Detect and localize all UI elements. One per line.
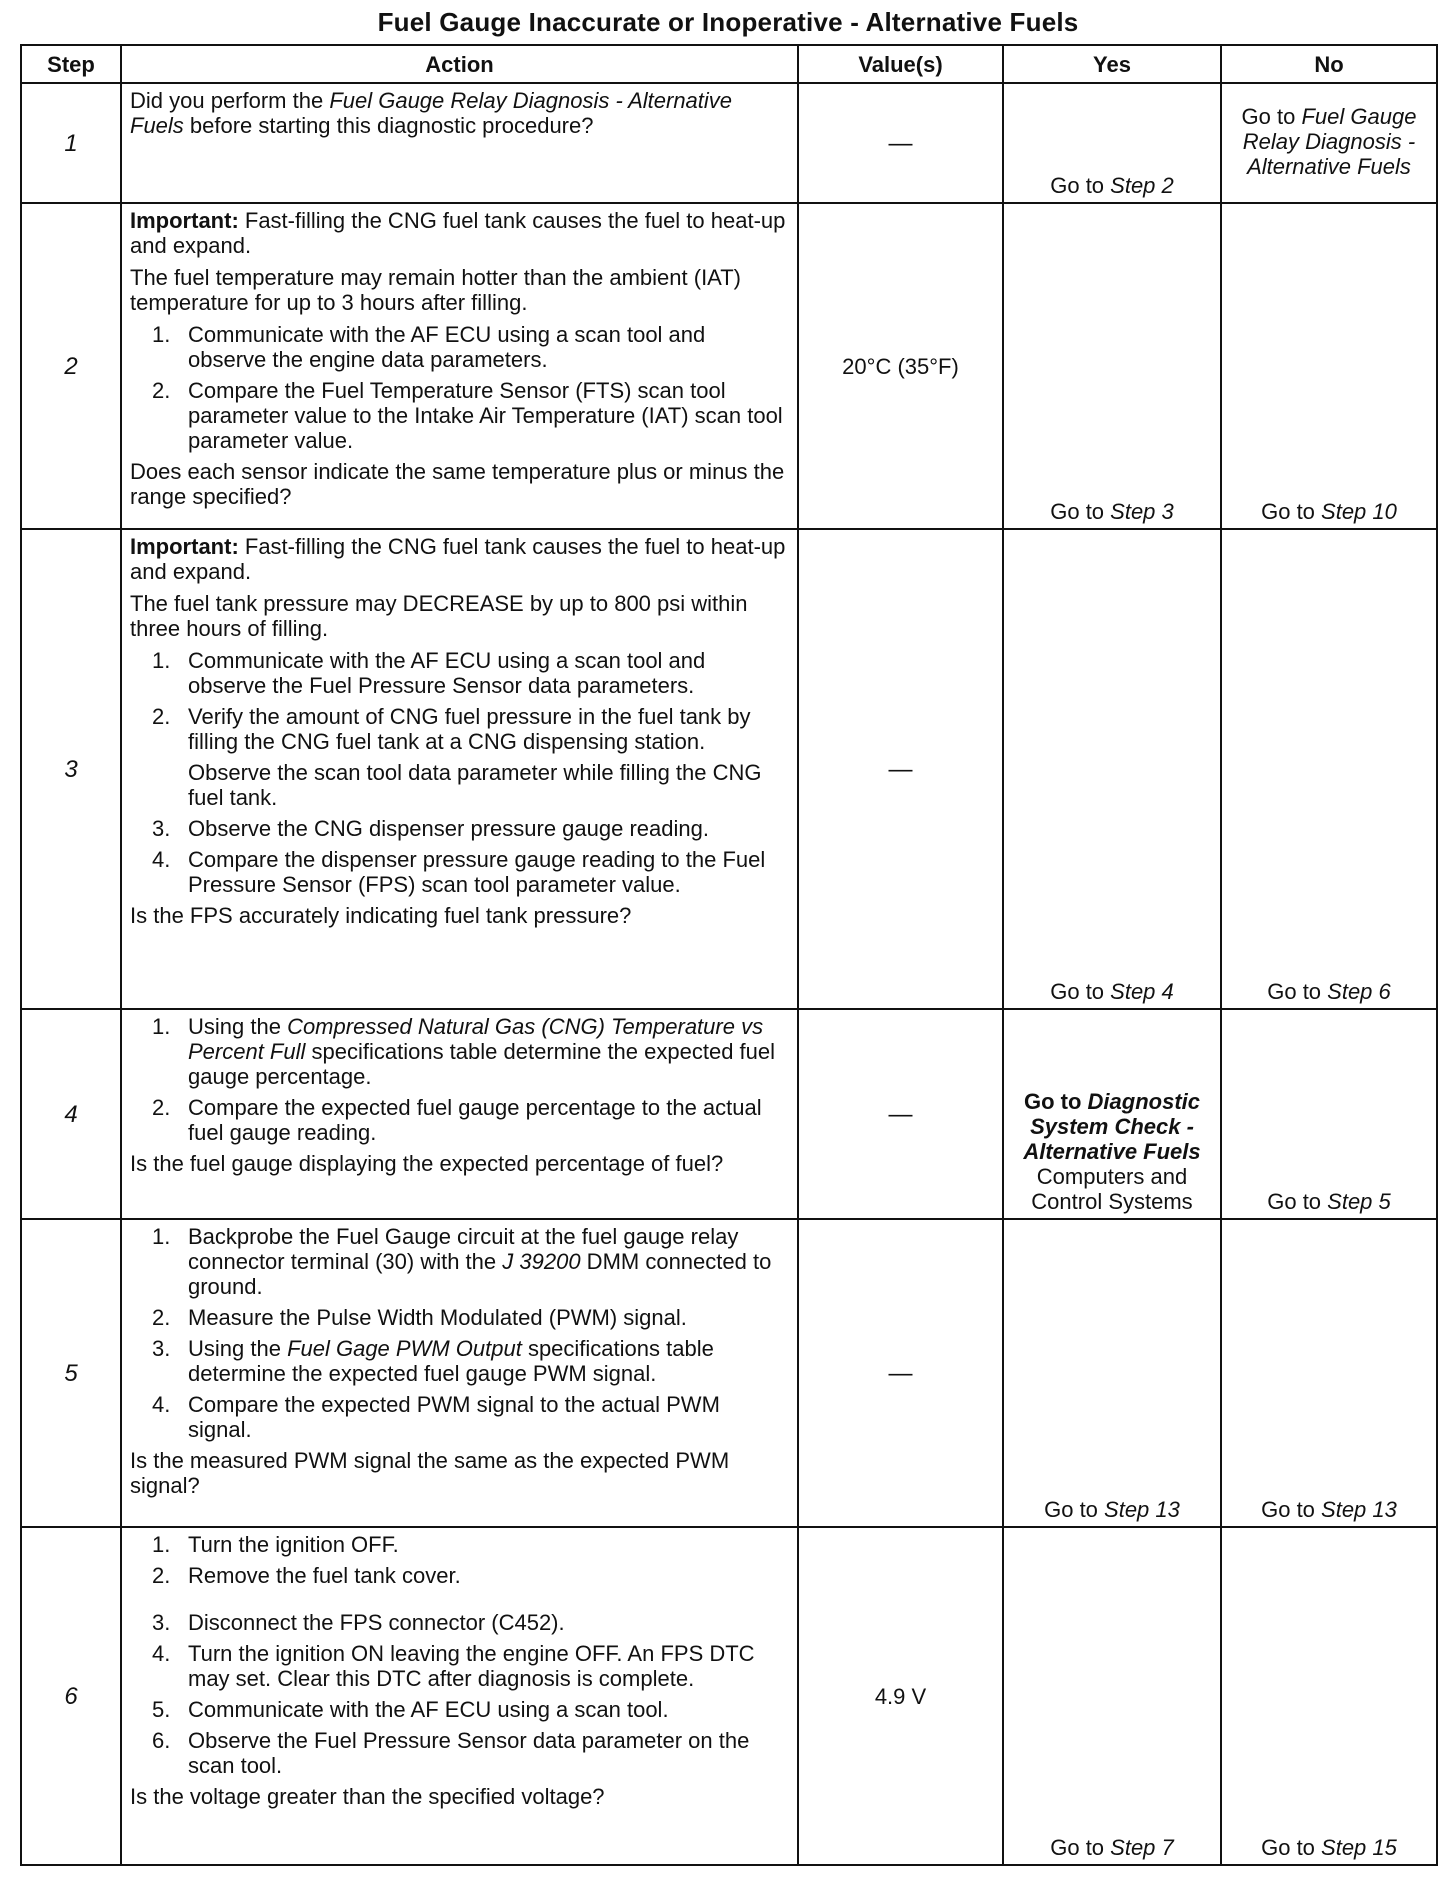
item-number: 2. bbox=[152, 704, 171, 729]
section-reference: Computers and Control Systems bbox=[1031, 1164, 1193, 1214]
item-number: 3. bbox=[152, 816, 171, 841]
text-run: Go to bbox=[1267, 1189, 1328, 1214]
text-run: Go to bbox=[1050, 173, 1111, 198]
question-text: Is the measured PWM signal the same as the expected PWM signal? bbox=[130, 1448, 730, 1498]
list-item bbox=[130, 816, 789, 841]
instruction-list bbox=[130, 1014, 789, 1145]
item-number: 5. bbox=[152, 1697, 171, 1722]
yes-cell bbox=[1003, 1527, 1221, 1865]
table-header-row bbox=[21, 45, 1437, 83]
step-reference: Step 15 bbox=[1321, 1835, 1397, 1860]
important-label: Important: bbox=[130, 208, 239, 233]
text-run: Go to bbox=[1241, 103, 1302, 129]
no-cell bbox=[1221, 203, 1437, 529]
question-text: Is the FPS accurately indicating fuel tank pressure? bbox=[130, 903, 632, 928]
item-text: Disconnect the FPS connector (C452). bbox=[188, 1610, 565, 1635]
list-item bbox=[130, 704, 789, 754]
table-row bbox=[21, 1009, 1437, 1219]
value-cell bbox=[798, 1009, 1003, 1219]
item-number: 4. bbox=[152, 1641, 171, 1666]
list-item bbox=[130, 378, 789, 453]
table-reference: Fuel Gage PWM Output bbox=[287, 1336, 522, 1361]
item-number: 1. bbox=[152, 1224, 171, 1249]
step-number: 4 bbox=[21, 1009, 121, 1219]
text-run: Using the bbox=[188, 1336, 288, 1361]
table-row bbox=[21, 83, 1437, 203]
step-number: 1 bbox=[21, 83, 121, 203]
item-number: 4. bbox=[152, 847, 171, 872]
procedure-reference: Fuel Gauge Relay Diagnosis - Alternative Fuels bbox=[1242, 103, 1417, 179]
list-item bbox=[130, 1224, 789, 1299]
value-cell: 4.9 V bbox=[798, 1527, 1003, 1865]
list-item bbox=[130, 1305, 789, 1330]
text-run: Go to bbox=[1261, 499, 1322, 524]
list-item bbox=[130, 1641, 789, 1691]
instruction-list bbox=[130, 1532, 789, 1778]
text-run: Go to bbox=[1261, 1835, 1322, 1860]
yes-link bbox=[1023, 1089, 1200, 1164]
list-item bbox=[130, 1336, 789, 1386]
list-item bbox=[130, 1728, 789, 1778]
item-number: 2. bbox=[152, 1305, 171, 1330]
important-note bbox=[130, 208, 789, 258]
table-row bbox=[21, 1527, 1437, 1865]
value-cell bbox=[798, 1219, 1003, 1527]
action-cell bbox=[121, 1219, 798, 1527]
action-cell bbox=[121, 1009, 798, 1219]
diagnostic-table bbox=[20, 44, 1438, 1866]
header-no: No bbox=[1221, 45, 1437, 83]
list-item bbox=[130, 322, 789, 372]
question-text: Does each sensor indicate the same temperature plus or minus the range specified? bbox=[130, 459, 785, 509]
table-row bbox=[21, 203, 1437, 529]
note-text: The fuel tank pressure may DECREASE by up to 800 psi within three hours of filling. bbox=[130, 591, 748, 641]
item-number: 1. bbox=[152, 322, 171, 347]
value-text: — bbox=[888, 129, 913, 157]
list-item bbox=[130, 1095, 789, 1145]
action-cell bbox=[121, 529, 798, 1009]
yes-cell bbox=[1003, 1219, 1221, 1527]
no-cell bbox=[1221, 1527, 1437, 1865]
text-run: Fast-filling the CNG fuel tank causes the fuel to heat-up and expand. bbox=[130, 208, 786, 258]
text-run: Did you perform the bbox=[130, 88, 330, 113]
item-text: Measure the Pulse Width Modulated (PWM) signal. bbox=[188, 1305, 687, 1330]
item-number: 1. bbox=[152, 648, 171, 673]
list-item bbox=[130, 648, 789, 698]
step-number: 3 bbox=[21, 529, 121, 1009]
header-action: Action bbox=[121, 45, 798, 83]
step-number: 2 bbox=[21, 203, 121, 529]
header-yes: Yes bbox=[1003, 45, 1221, 83]
item-number: 6. bbox=[152, 1728, 171, 1753]
item-text: Turn the ignition ON leaving the engine OFF. An FPS DTC may set. Clear this DTC after diagnosis is complete. bbox=[188, 1641, 755, 1691]
step-reference: Step 6 bbox=[1327, 979, 1391, 1004]
action-cell bbox=[121, 203, 798, 529]
step-reference: Step 13 bbox=[1321, 1497, 1397, 1522]
text-run: Go to bbox=[1050, 1835, 1111, 1860]
text-run: Using the bbox=[188, 1014, 288, 1039]
yes-cell bbox=[1003, 1009, 1221, 1219]
text-run: Fast-filling the CNG fuel tank causes the fuel to heat-up and expand. bbox=[130, 534, 786, 584]
step-reference: Step 13 bbox=[1104, 1497, 1180, 1522]
item-number: 1. bbox=[152, 1532, 171, 1557]
table-row bbox=[21, 529, 1437, 1009]
item-text: Verify the amount of CNG fuel pressure in the fuel tank by filling the CNG fuel tank at a CNG dispensing station. bbox=[188, 704, 751, 754]
list-item bbox=[130, 1014, 789, 1089]
step-number: 5 bbox=[21, 1219, 121, 1527]
item-text: Communicate with the AF ECU using a scan tool. bbox=[188, 1697, 669, 1722]
list-item bbox=[130, 1392, 789, 1442]
item-text: Communicate with the AF ECU using a scan tool and observe the Fuel Pressure Sensor data parameters. bbox=[188, 648, 706, 698]
step-reference: Step 5 bbox=[1327, 1189, 1391, 1214]
important-note bbox=[130, 534, 789, 584]
list-item bbox=[130, 1610, 789, 1635]
value-text: — bbox=[888, 755, 913, 783]
yes-cell bbox=[1003, 83, 1221, 203]
procedure-reference: Diagnostic System Check - Alternative Fuels bbox=[1023, 1089, 1201, 1164]
item-number: 3. bbox=[152, 1610, 171, 1635]
value-text: — bbox=[888, 1359, 913, 1387]
step-reference: Step 7 bbox=[1110, 1835, 1174, 1860]
item-text: Compare the expected fuel gauge percentage to the actual fuel gauge reading. bbox=[188, 1095, 762, 1145]
item-text: Observe the CNG dispenser pressure gauge reading. bbox=[188, 816, 709, 841]
text-run: Go to bbox=[1261, 1497, 1322, 1522]
list-item bbox=[130, 1532, 789, 1557]
important-label: Important: bbox=[130, 534, 239, 559]
value-text: — bbox=[888, 1100, 913, 1128]
step-reference: Step 2 bbox=[1110, 173, 1174, 198]
text-run: Go to bbox=[1050, 499, 1111, 524]
text-run: DMM connected to ground. bbox=[188, 1249, 772, 1299]
list-item bbox=[130, 1563, 789, 1588]
value-cell bbox=[798, 529, 1003, 1009]
action-cell bbox=[121, 83, 798, 203]
instruction-list bbox=[130, 1224, 789, 1442]
item-number: 1. bbox=[152, 1014, 171, 1039]
list-item bbox=[130, 847, 789, 897]
action-cell bbox=[121, 1527, 798, 1865]
yes-cell bbox=[1003, 203, 1221, 529]
instruction-list bbox=[130, 648, 789, 754]
item-text: Turn the ignition OFF. bbox=[188, 1532, 399, 1557]
item-text: Communicate with the AF ECU using a scan tool and observe the engine data parameters. bbox=[188, 322, 706, 372]
header-step: Step bbox=[21, 45, 121, 83]
question-text: Is the voltage greater than the specified voltage? bbox=[130, 1784, 605, 1809]
text-run: Backprobe the Fuel Gauge circuit at the fuel gauge relay connector terminal (30) with the bbox=[188, 1224, 739, 1274]
list-item bbox=[130, 1697, 789, 1722]
item-text: Observe the Fuel Pressure Sensor data parameter on the scan tool. bbox=[188, 1728, 750, 1778]
no-cell bbox=[1221, 83, 1437, 203]
document-page bbox=[20, 0, 1436, 1866]
item-text: Remove the fuel tank cover. bbox=[188, 1563, 461, 1588]
instruction-list bbox=[130, 322, 789, 453]
question-text bbox=[130, 88, 789, 138]
page-title: Fuel Gauge Inaccurate or Inoperative - Alternative Fuels bbox=[377, 7, 1079, 37]
sub-note: Observe the scan tool data parameter while filling the CNG fuel tank. bbox=[188, 760, 762, 810]
item-number: 4. bbox=[152, 1392, 171, 1417]
instruction-list bbox=[130, 816, 789, 897]
step-number: 6 bbox=[21, 1527, 121, 1865]
value-cell bbox=[798, 83, 1003, 203]
text-run: Go to bbox=[1267, 979, 1328, 1004]
no-cell bbox=[1221, 529, 1437, 1009]
item-text: Compare the dispenser pressure gauge reading to the Fuel Pressure Sensor (FPS) scan tool parameter value. bbox=[188, 847, 766, 897]
note-text: The fuel temperature may remain hotter than the ambient (IAT) temperature for up to 3 hours after filling. bbox=[130, 265, 741, 315]
text-run: Go to bbox=[1050, 979, 1111, 1004]
table-reference: Compressed Natural Gas (CNG) Temperature vs Percent Full bbox=[188, 1014, 764, 1064]
header-values: Value(s) bbox=[798, 45, 1003, 83]
item-number: 3. bbox=[152, 1336, 171, 1361]
no-cell bbox=[1221, 1009, 1437, 1219]
text-run: Go to bbox=[1044, 1497, 1105, 1522]
procedure-reference: Fuel Gauge Relay Diagnosis - Alternative Fuels bbox=[130, 88, 733, 138]
text-run: specifications table determine the expected fuel gauge percentage. bbox=[188, 1039, 776, 1089]
step-reference: Step 4 bbox=[1110, 979, 1174, 1004]
text-run: before starting this diagnostic procedure? bbox=[183, 113, 594, 138]
question-text: Is the fuel gauge displaying the expected percentage of fuel? bbox=[130, 1151, 724, 1176]
yes-cell bbox=[1003, 529, 1221, 1009]
step-reference: Step 10 bbox=[1321, 499, 1397, 524]
item-number: 2. bbox=[152, 1095, 171, 1120]
table-row bbox=[21, 1219, 1437, 1527]
item-number: 2. bbox=[152, 1563, 171, 1588]
item-text: Compare the expected PWM signal to the actual PWM signal. bbox=[188, 1392, 720, 1442]
item-number: 2. bbox=[152, 378, 171, 403]
no-cell bbox=[1221, 1219, 1437, 1527]
tool-reference: J 39200 bbox=[502, 1249, 581, 1274]
text-run: Go to bbox=[1023, 1089, 1088, 1114]
value-cell: 20°C (35°F) bbox=[798, 203, 1003, 529]
item-text: Compare the Fuel Temperature Sensor (FTS) scan tool parameter value to the Intake Air Temperature (IAT) scan tool parameter value. bbox=[188, 378, 783, 453]
step-reference: Step 3 bbox=[1110, 499, 1174, 524]
text-run: specifications table determine the expected fuel gauge PWM signal. bbox=[188, 1336, 714, 1386]
